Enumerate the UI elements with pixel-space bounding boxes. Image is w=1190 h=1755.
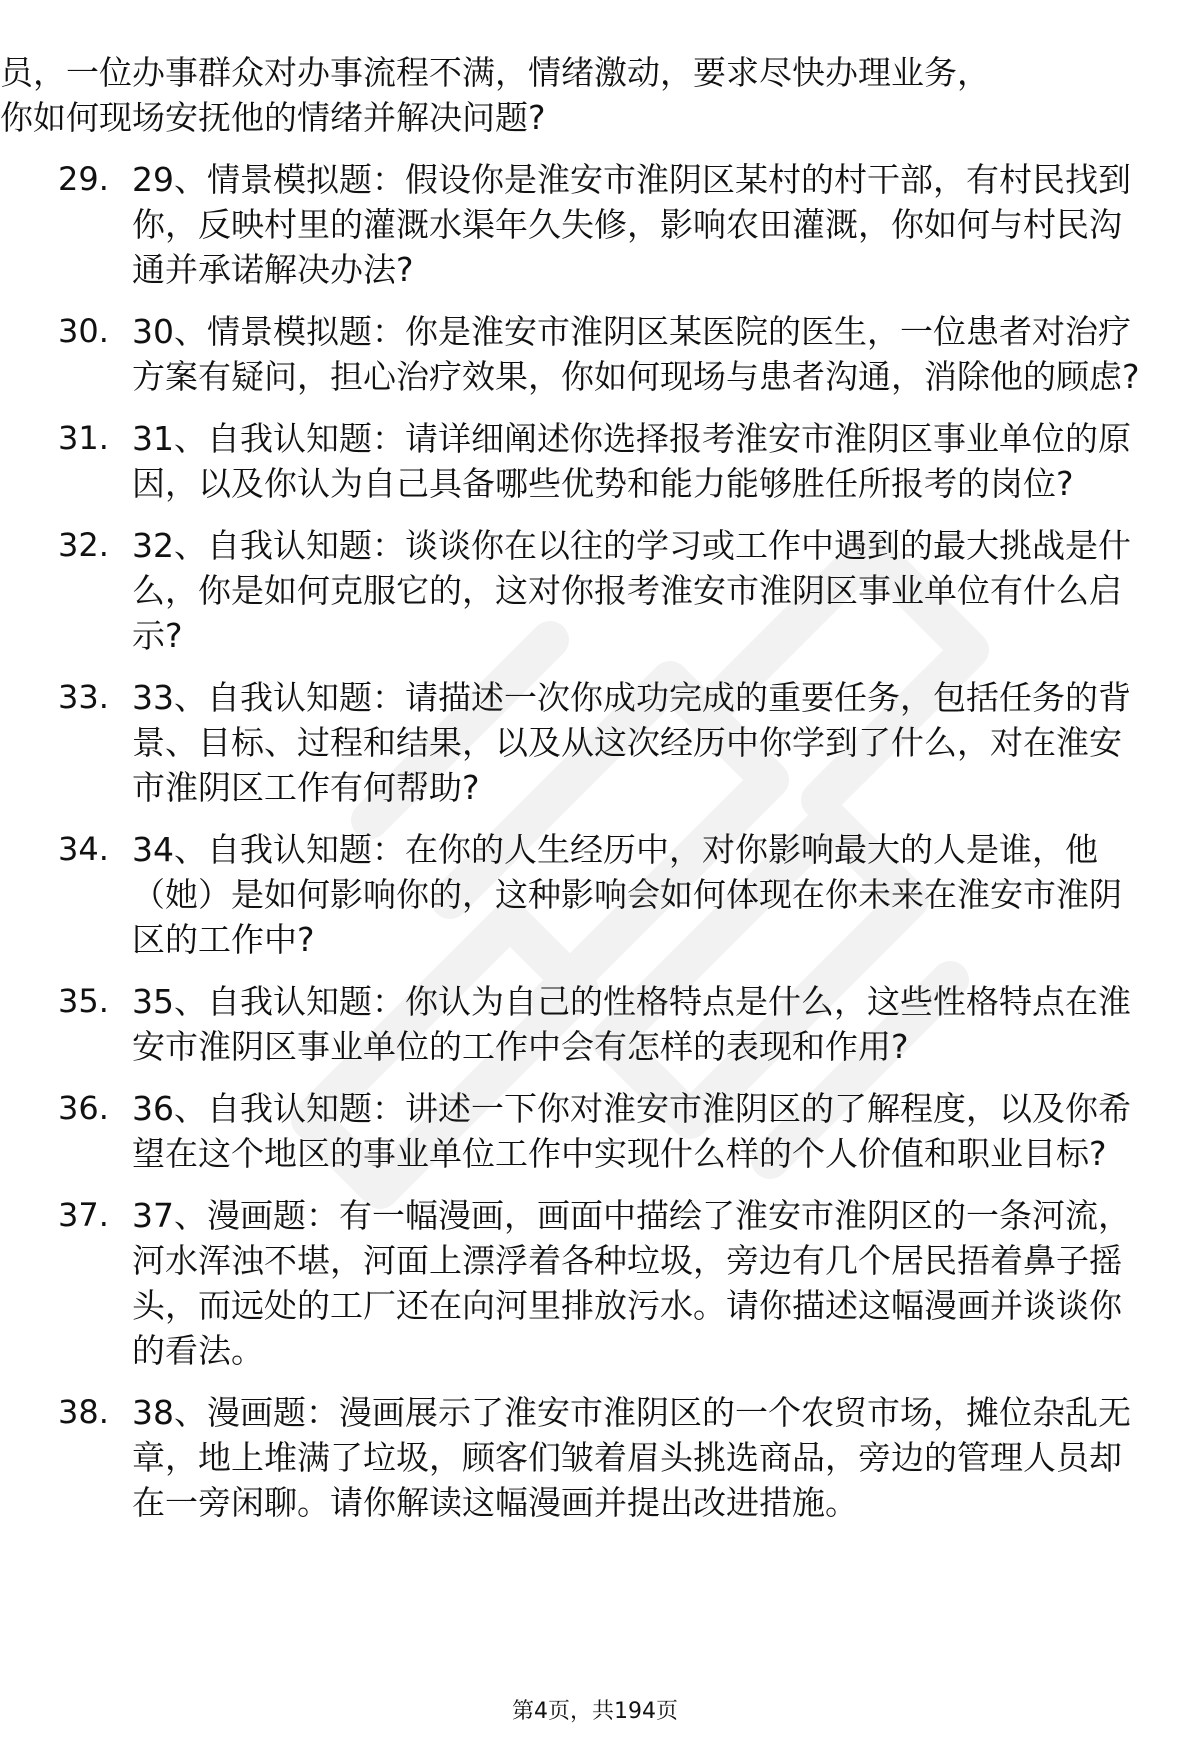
page-footer: 第4页，共194页 <box>512 1699 678 1724</box>
question-item <box>0 675 1190 810</box>
question-text: 31、自我认知题：请详细阐述你选择报考淮安市淮阴区事业单位的原因，以及你认为自己具备哪些优势和能力能够胜任所报考的岗位? <box>132 419 1131 503</box>
question-item <box>0 523 1190 658</box>
question-text: 30、情景模拟题：你是淮安市淮阴区某医院的医生，一位患者对治疗方案有疑问，担心治疗效果，你如何现场与患者沟通，消除他的顾虑? <box>132 312 1140 396</box>
question-number: 38. <box>58 1393 109 1431</box>
question-text: 36、自我认知题：讲述一下你对淮安市淮阴区的了解程度，以及你希望在这个地区的事业单位工作中实现什么样的个人价值和职业目标? <box>132 1089 1131 1173</box>
page-content <box>0 50 1190 1525</box>
question-item <box>0 1193 1190 1373</box>
question-text: 38、漫画题：漫画展示了淮安市淮阴区的一个农贸市场，摊位杂乱无章，地上堆满了垃圾，顾客们皱着眉头挑选商品，旁边的管理人员却在一旁闲聊。请你解读这幅漫画并提出改进措施。 <box>132 1393 1131 1522</box>
question-text: 34、自我认知题：在你的人生经历中，对你影响最大的人是谁，他（她）是如何影响你的，这种影响会如何体现在你未来在淮安市淮阴区的工作中? <box>132 830 1122 959</box>
question-number: 35. <box>58 982 109 1020</box>
question-text: 29、情景模拟题：假设你是淮安市淮阴区某村的村干部，有村民找到你，反映村里的灌溉水渠年久失修，影响农田灌溉，你如何与村民沟通并承诺解决办法? <box>132 160 1131 289</box>
question-number: 33. <box>58 678 109 716</box>
question-text: 35、自我认知题：你认为自己的性格特点是什么，这些性格特点在淮安市淮阴区事业单位的工作中会有怎样的表现和作用? <box>132 982 1131 1066</box>
question-item <box>0 416 1190 506</box>
question-number: 37. <box>58 1196 109 1234</box>
question-text: 32、自我认知题：谈谈你在以往的学习或工作中遇到的最大挑战是什么，你是如何克服它的，这对你报考淮安市淮阴区事业单位有什么启示? <box>132 526 1131 655</box>
question-item <box>0 309 1190 399</box>
question-item <box>0 157 1190 292</box>
question-item <box>0 827 1190 962</box>
question-item <box>0 1086 1190 1176</box>
question-text: 37、漫画题：有一幅漫画，画面中描绘了淮安市淮阴区的一条河流，河水浑浊不堪，河面上漂浮着各种垃圾，旁边有几个居民捂着鼻子摇头，而远处的工厂还在向河里排放污水。请你描述这幅漫画并谈谈你的看法。 <box>132 1196 1131 1370</box>
continued-question-text: 员，一位办事群众对办事流程不满，情绪激动，要求尽快办理业务，你如何现场安抚他的情绪并解决问题? <box>0 53 990 137</box>
question-number: 31. <box>58 419 109 457</box>
question-item <box>0 1390 1190 1525</box>
question-text: 33、自我认知题：请描述一次你成功完成的重要任务，包括任务的背景、目标、过程和结果，以及从这次经历中你学到了什么，对在淮安市淮阴区工作有何帮助? <box>132 678 1131 807</box>
question-number: 32. <box>58 526 109 564</box>
question-number: 34. <box>58 830 109 868</box>
question-list <box>0 157 1190 1525</box>
question-number: 36. <box>58 1089 109 1127</box>
question-item <box>0 979 1190 1069</box>
question-number: 30. <box>58 312 109 350</box>
question-number: 29. <box>58 160 109 198</box>
